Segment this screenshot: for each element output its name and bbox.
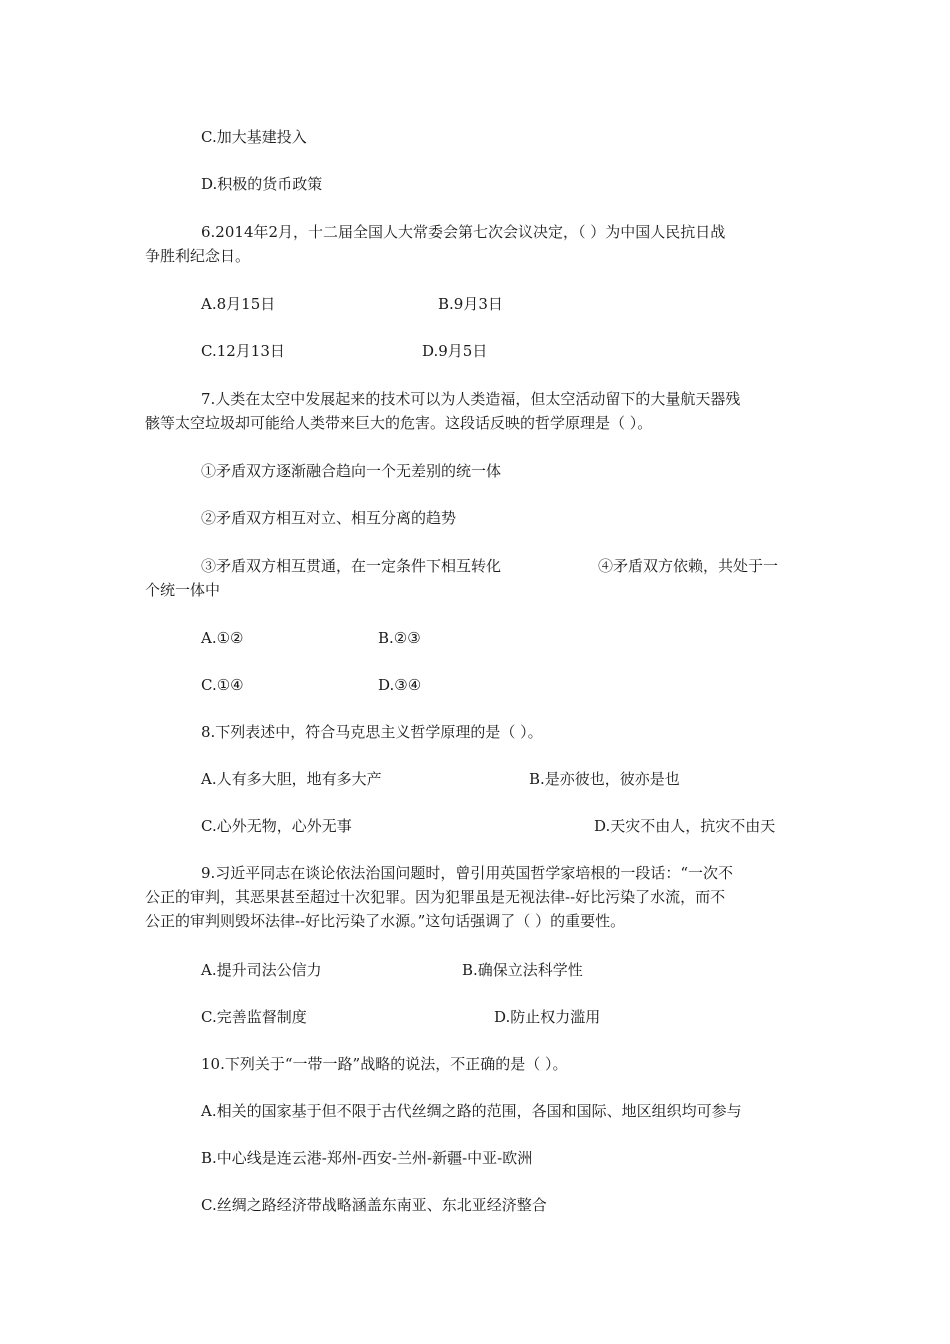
question-8-option-a: A.人有多大胆，地有多大产 xyxy=(201,770,382,788)
question-6-stem-line2: 争胜利纪念日。 xyxy=(145,247,251,265)
question-7-option-a: A.①② xyxy=(201,629,244,647)
question-7-stem-line1: 7.人类在太空中发展起来的技术可以为人类造福，但太空活动留下的大量航天器残 xyxy=(201,390,741,408)
question-9-stem-line2: 公正的审判，其恶果甚至超过十次犯罪。因为犯罪虽是无视法律--好比污染了水流，而不 xyxy=(145,888,726,906)
question-7-item-4-cont: 个统一体中 xyxy=(145,581,221,599)
question-8-option-b: B.是亦彼也，彼亦是也 xyxy=(529,770,680,788)
question-6-option-a: A.8月15日 xyxy=(201,295,276,313)
question-9-stem-line1: 9.习近平同志在谈论依法治国问题时，曾引用英国哲学家培根的一段话：“一次不 xyxy=(201,864,733,882)
question-10-stem: 10.下列关于“一带一路”战略的说法，不正确的是（ ）。 xyxy=(201,1055,568,1073)
question-9-stem-line3: 公正的审判则毁坏法律--好比污染了水源。”这句话强调了（ ）的重要性。 xyxy=(145,912,626,930)
question-7-stem-line2: 骸等太空垃圾却可能给人类带来巨大的危害。这段话反映的哲学原理是（ ）。 xyxy=(145,414,653,432)
question-6-option-b: B.9月3日 xyxy=(438,295,503,313)
question-5-option-c: C.加大基建投入 xyxy=(201,128,307,146)
question-7-item-3: ③矛盾双方相互贯通，在一定条件下相互转化 xyxy=(201,557,502,575)
question-7-item-4: ④矛盾双方依赖，共处于一 xyxy=(598,557,779,575)
question-10-option-b: B.中心线是连云港-郑州-西安-兰州-新疆-中亚-欧洲 xyxy=(201,1149,533,1167)
question-10-option-c: C.丝绸之路经济带战略涵盖东南亚、东北亚经济整合 xyxy=(201,1196,547,1214)
question-8-option-d: D.天灾不由人，抗灾不由天 xyxy=(594,817,776,835)
question-9-option-d: D.防止权力滥用 xyxy=(494,1008,601,1026)
question-8-stem: 8.下列表述中，符合马克思主义哲学原理的是（ ）。 xyxy=(201,723,543,741)
question-7-option-c: C.①④ xyxy=(201,676,244,694)
question-7-item-1: ①矛盾双方逐渐融合趋向一个无差别的统一体 xyxy=(201,462,502,480)
question-7-option-d: D.③④ xyxy=(378,676,422,694)
question-6-option-d: D.9月5日 xyxy=(422,342,488,360)
question-7-item-2: ②矛盾双方相互对立、相互分离的趋势 xyxy=(201,509,457,527)
question-9-option-c: C.完善监督制度 xyxy=(201,1008,307,1026)
question-6-option-c: C.12月13日 xyxy=(201,342,285,360)
question-7-option-b: B.②③ xyxy=(378,629,421,647)
question-9-option-b: B.确保立法科学性 xyxy=(462,961,583,979)
question-9-option-a: A.提升司法公信力 xyxy=(201,961,322,979)
question-5-option-d: D.积极的货币政策 xyxy=(201,175,323,193)
question-8-option-c: C.心外无物，心外无事 xyxy=(201,817,352,835)
question-10-option-a: A.相关的国家基于但不限于古代丝绸之路的范围，各国和国际、地区组织均可参与 xyxy=(201,1102,742,1120)
question-6-stem-line1: 6.2014年2月，十二届全国人大常委会第七次会议决定，（ ）为中国人民抗日战 xyxy=(201,223,726,241)
